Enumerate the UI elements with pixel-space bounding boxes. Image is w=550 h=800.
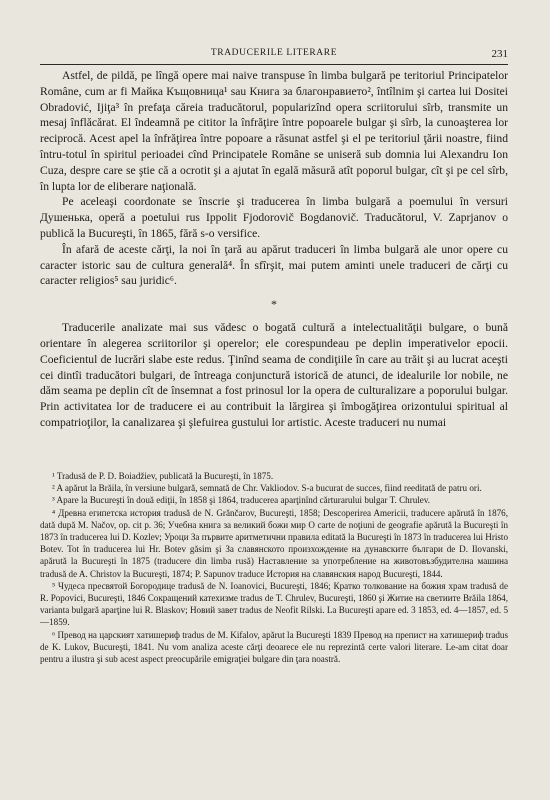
body-text — [40, 68, 508, 431]
footnote: ² A apărut la Brăila, în versiune bulgară, semnată de Chr. Vakliodov. S-a bucurat de succes, fiind reeditată de patru ori. — [52, 483, 482, 494]
section-divider: * — [271, 297, 277, 312]
footnote: ³ Apare la Bucureşti în două ediţii, în 1858 şi 1864, traducerea aparţinînd cărturarului bulgar T. Chrulev. — [52, 495, 431, 506]
footnote: ¹ Tradusă de P. D. Boiadžiev, publicată la Bucureşti, în 1875. — [52, 471, 274, 481]
footnotes — [40, 470, 508, 665]
footnote: ⁵ Чудеса пресвятой Богородице tradusă de N. Ioanovici, Bucureşti, 1846; Кратко толкование на божия храм tradusă de R. Popovici, Bucureşti, 1846 Сокращений катехизме tradus de T. Chrulev, Bucureşti, 1860 şi Житие на светиите Brăila 1864, varianta bulgară aparţine lui R. Blaskov; Новий завет tradus de Neofit Rilski. La Bucureşti apare ed. 3 1853, ed. 4—1857, ed. 5—1859. — [40, 580, 508, 628]
paragraph: În afară de aceste cărţi, la noi în ţară au apărut traduceri în limba bulgară ale unor opere cu caracter istoric sau de cultura generală⁴. În sfîrşit, mai putem aminti unele traduceri de cărţi cu caracter religios⁵ sau juridic⁶. — [40, 242, 508, 288]
paragraph: Astfel, de pildă, pe lîngă opere mai naive transpuse în limba bulgară pe teritoriul Principatelor Române, cum ar fi Майка Къщовница¹ sau Книга за благонравието², întîlnim şi cartea lui Dositei Obradović, Ijiţa³ în prefaţa căreia traducătorul, popularizînd opera scriitorului sîrb, transmite un mesaj înflăcărat. El îndeamnă pe cititor la înfrăţire între popoarele bulgar şi sîrb, la cunoaşterea lor reciprocă. Acest apel la înfrăţirea între popoare a răsunat astfel şi el pe teritoriul ţării noastre, fiind întru-totul în spiritul perioadei cînd Principatele Române se uniseră sub domnia lui Alexandru Ion Cuza, despre care se ştie că a ocrotit şi a ajutat în egală măsură atît poporul bulgar, cît şi pe cel sîrb, în lupta lor de eliberare naţională. — [40, 69, 508, 193]
footnote: ⁴ Древна египетска история tradusă de N. Grănčarov, Bucureşti, 1858; Descoperirea Americii, traducere apărută în 1876, dată după M. Načov, op. cit p. 36; Учебна книга за великий божи мир O carte de noţiuni de geografie apărută la Bucureşti în 1873 în traducerea lui D. Kozlev; Уроци За първите аритметични правила editată la Bucureşti în 1873 în traducerea lui Hristo Botev. Tot în traducerea lui Hr. Botev găsim şi За славянското произхождение на дунавските българи de D. Ilovanski, apărută la Bucureşti în 1875 (traducere din limba rusă) Наставление за употребление на животовъзбудителна машина tradusă de A. Christov la Bucureşti, 1874; P. Sapunov traduce История на славянския народ Bucureşti, 1844. — [40, 507, 508, 579]
paragraph: Pe aceleaşi coordonate se înscrie şi traducerea în limba bulgară a poemului în versuri Душенька, operă a poetului rus Ippolit Fjodorovič Bogdanovič. Traducătorul, V. Zaprjanov o publică la Bucureşti, în 1865, fără s-o versifice. — [40, 195, 508, 240]
footnote: ⁶ Превод на царският хатишериф tradus de M. Kifalov, apărut la Bucureşti 1839 Превод на препист на хатишериф tradus de K. Lukov, Bucureşti, 1841. Nu vom analiza aceste cărţi deoarece ele nu reprezintă certe valori literare. Le-am citat doar pentru a ilustra şi sub acest aspect preocupările emigraţiei bulgare din ţara noastră. — [40, 629, 508, 665]
header-rule — [40, 64, 508, 65]
paragraph: Traducerile analizate mai sus vădesc o bogată cultură a intelectualităţii bulgare, o bună orientare în alegerea scriitorilor şi operelor; ele corespundeau pe deplin imperativelor epocii. Coeficientul de lucrări slabe este redus. Ţinînd seama de condiţiile în care au trăit şi au lucrat aceşti cei dintîi traducători bulgari, de întreaga conjunctură istorică de atunci, de idealurile lor nobile, ne dăm seama pe deplin cît de însemnat a fost prinosul lor la opera de culturalizare a poporului bulgar. Prin activitatea lor de traducere ei au contribuit la lărgirea şi îmbogăţirea orizontului spiritual al compatrioţilor, la canalizarea şi şlefuirea gustului lor artistic. Aceste traduceri nu numai — [40, 321, 508, 429]
running-title: TRADUCERILE LITERARE — [210, 48, 338, 58]
page-number: 231 — [491, 48, 508, 60]
